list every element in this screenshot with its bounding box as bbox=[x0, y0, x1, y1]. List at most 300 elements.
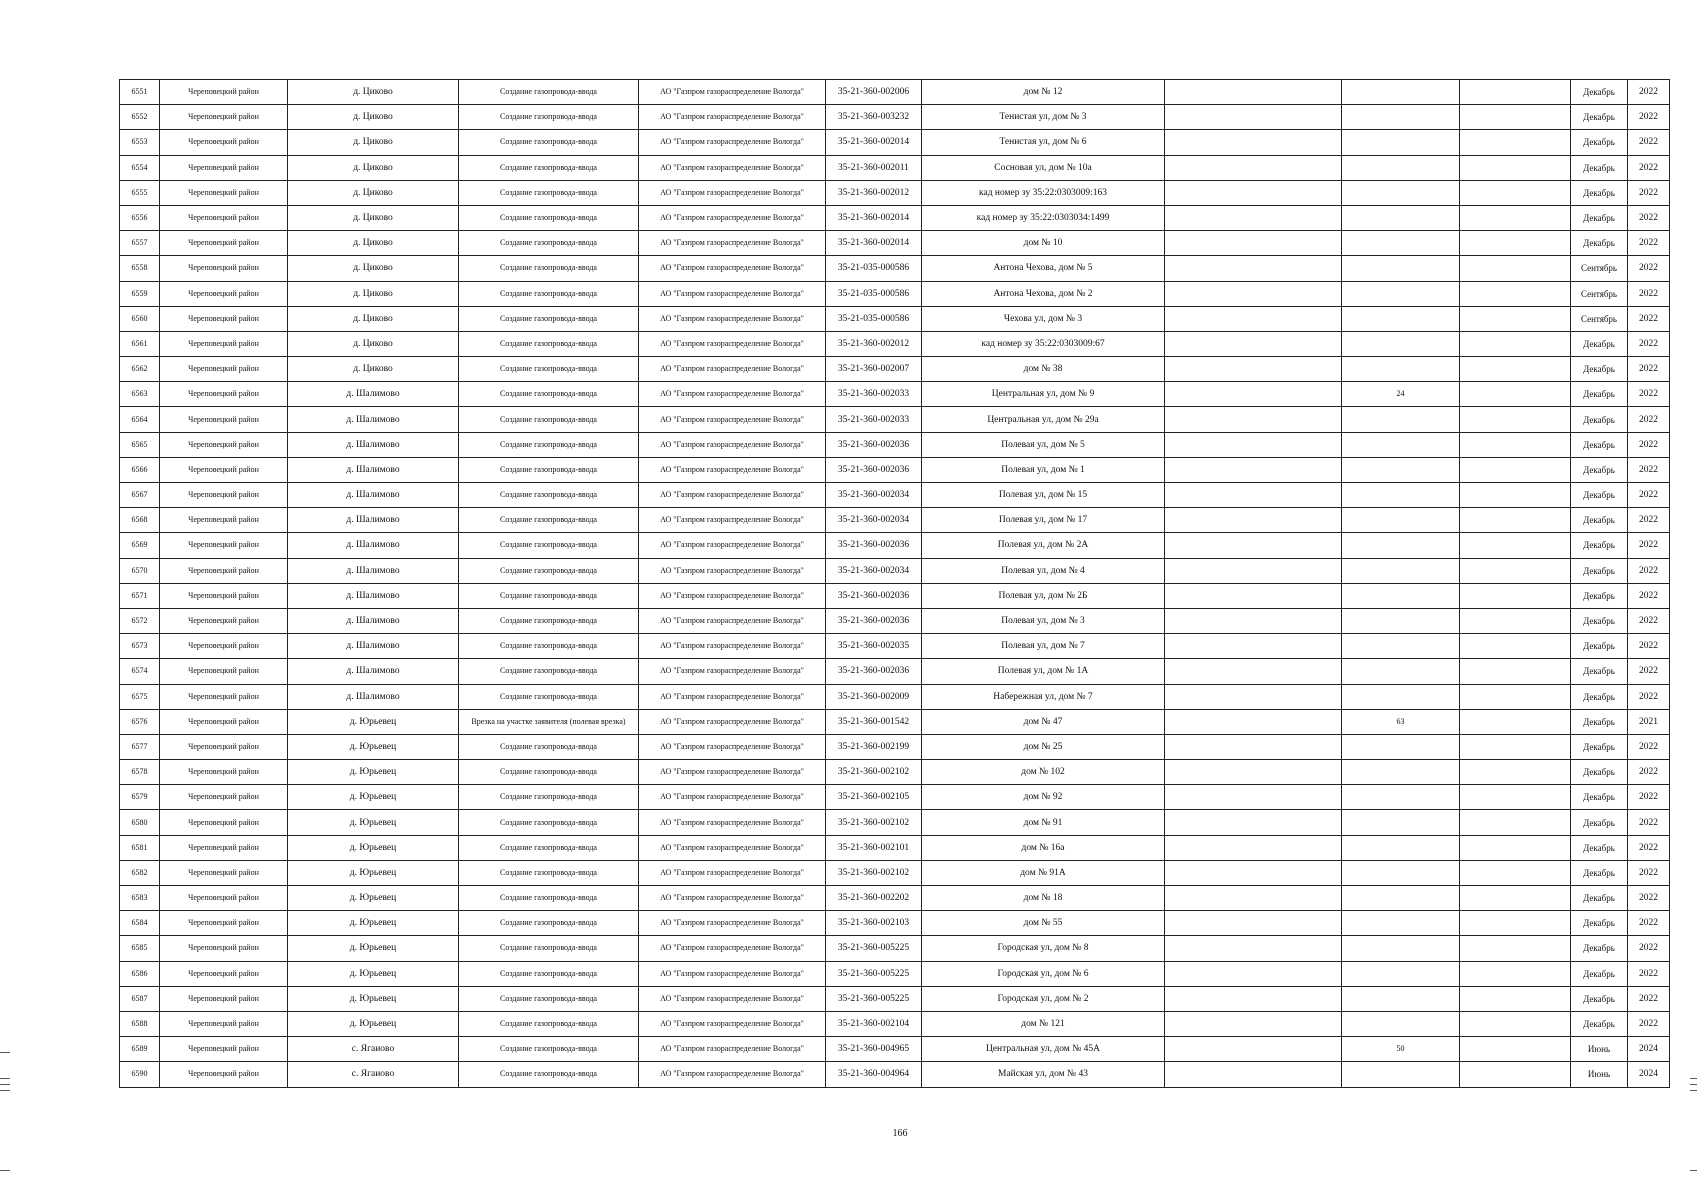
object-code-cell: 35-21-360-004964 bbox=[826, 1062, 922, 1087]
month-cell: Сентябрь bbox=[1571, 256, 1628, 281]
row-number: 6571 bbox=[120, 583, 160, 608]
blank-cell bbox=[1165, 608, 1342, 633]
blank-cell bbox=[1165, 810, 1342, 835]
district-cell: Череповецкий район bbox=[160, 306, 288, 331]
month-cell: Декабрь bbox=[1571, 382, 1628, 407]
table-row bbox=[120, 709, 1670, 734]
organization-cell: АО "Газпром газораспределение Вологда" bbox=[639, 608, 826, 633]
row-number: 6578 bbox=[120, 760, 160, 785]
row-number: 6580 bbox=[120, 810, 160, 835]
work-type-cell: Создание газопровода-ввода bbox=[459, 760, 639, 785]
value-cell: 24 bbox=[1342, 382, 1460, 407]
locality-cell: д. Шалимово bbox=[288, 659, 459, 684]
locality-cell: д. Циково bbox=[288, 155, 459, 180]
blank-cell bbox=[1460, 886, 1571, 911]
object-code-cell: 35-21-360-002102 bbox=[826, 810, 922, 835]
year-cell: 2022 bbox=[1628, 457, 1670, 482]
organization-cell: АО "Газпром газораспределение Вологда" bbox=[639, 357, 826, 382]
blank-cell bbox=[1460, 860, 1571, 885]
address-cell: Центральная ул, дом № 45А bbox=[922, 1037, 1165, 1062]
organization-cell: АО "Газпром газораспределение Вологда" bbox=[639, 508, 826, 533]
object-code-cell: 35-21-360-002034 bbox=[826, 508, 922, 533]
organization-cell: АО "Газпром газораспределение Вологда" bbox=[639, 155, 826, 180]
row-number: 6589 bbox=[120, 1037, 160, 1062]
address-cell: Городская ул, дом № 8 bbox=[922, 936, 1165, 961]
district-cell: Череповецкий район bbox=[160, 835, 288, 860]
value-cell bbox=[1342, 734, 1460, 759]
table-row bbox=[120, 785, 1670, 810]
margin-mark bbox=[0, 1084, 10, 1085]
work-type-cell: Создание газопровода-ввода bbox=[459, 180, 639, 205]
organization-cell: АО "Газпром газораспределение Вологда" bbox=[639, 709, 826, 734]
organization-cell: АО "Газпром газораспределение Вологда" bbox=[639, 432, 826, 457]
table-row bbox=[120, 961, 1670, 986]
work-type-cell: Врезка на участке заявителя (полевая врезка) bbox=[459, 709, 639, 734]
month-cell: Декабрь bbox=[1571, 709, 1628, 734]
year-cell: 2022 bbox=[1628, 407, 1670, 432]
work-type-cell: Создание газопровода-ввода bbox=[459, 734, 639, 759]
blank-cell bbox=[1165, 760, 1342, 785]
value-cell bbox=[1342, 911, 1460, 936]
year-cell: 2022 bbox=[1628, 860, 1670, 885]
table-row bbox=[120, 180, 1670, 205]
object-code-cell: 35-21-360-002034 bbox=[826, 558, 922, 583]
object-code-cell: 35-21-360-004965 bbox=[826, 1037, 922, 1062]
district-cell: Череповецкий район bbox=[160, 256, 288, 281]
table-row bbox=[120, 331, 1670, 356]
row-number: 6559 bbox=[120, 281, 160, 306]
table-row bbox=[120, 231, 1670, 256]
object-code-cell: 35-21-360-002012 bbox=[826, 180, 922, 205]
value-cell bbox=[1342, 80, 1460, 105]
month-cell: Декабрь bbox=[1571, 760, 1628, 785]
table-row bbox=[120, 936, 1670, 961]
organization-cell: АО "Газпром газораспределение Вологда" bbox=[639, 80, 826, 105]
work-type-cell: Создание газопровода-ввода bbox=[459, 659, 639, 684]
district-cell: Череповецкий район bbox=[160, 533, 288, 558]
margin-mark bbox=[1690, 1170, 1697, 1171]
organization-cell: АО "Газпром газораспределение Вологда" bbox=[639, 533, 826, 558]
value-cell bbox=[1342, 457, 1460, 482]
address-cell: кад номер зу 35:22:0303009:67 bbox=[922, 331, 1165, 356]
row-number: 6586 bbox=[120, 961, 160, 986]
district-cell: Череповецкий район bbox=[160, 911, 288, 936]
year-cell: 2022 bbox=[1628, 558, 1670, 583]
value-cell bbox=[1342, 583, 1460, 608]
work-type-cell: Создание газопровода-ввода bbox=[459, 80, 639, 105]
locality-cell: д. Шалимово bbox=[288, 407, 459, 432]
row-number: 6552 bbox=[120, 105, 160, 130]
work-type-cell: Создание газопровода-ввода bbox=[459, 231, 639, 256]
month-cell: Декабрь bbox=[1571, 558, 1628, 583]
value-cell bbox=[1342, 533, 1460, 558]
row-number: 6584 bbox=[120, 911, 160, 936]
blank-cell bbox=[1460, 205, 1571, 230]
row-number: 6554 bbox=[120, 155, 160, 180]
locality-cell: д. Юрьевец bbox=[288, 734, 459, 759]
blank-cell bbox=[1460, 105, 1571, 130]
month-cell: Декабрь bbox=[1571, 483, 1628, 508]
address-cell: Полевая ул, дом № 7 bbox=[922, 634, 1165, 659]
value-cell bbox=[1342, 1062, 1460, 1087]
blank-cell bbox=[1165, 533, 1342, 558]
district-cell: Череповецкий район bbox=[160, 1062, 288, 1087]
locality-cell: д. Шалимово bbox=[288, 382, 459, 407]
address-cell: Чехова ул, дом № 3 bbox=[922, 306, 1165, 331]
year-cell: 2022 bbox=[1628, 835, 1670, 860]
district-cell: Череповецкий район bbox=[160, 583, 288, 608]
organization-cell: АО "Газпром газораспределение Вологда" bbox=[639, 483, 826, 508]
address-cell: Городская ул, дом № 2 bbox=[922, 986, 1165, 1011]
address-cell: Сосновая ул, дом № 10а bbox=[922, 155, 1165, 180]
year-cell: 2022 bbox=[1628, 886, 1670, 911]
row-number: 6556 bbox=[120, 205, 160, 230]
object-code-cell: 35-21-360-002014 bbox=[826, 130, 922, 155]
month-cell: Декабрь bbox=[1571, 180, 1628, 205]
year-cell: 2022 bbox=[1628, 483, 1670, 508]
blank-cell bbox=[1460, 785, 1571, 810]
blank-cell bbox=[1460, 306, 1571, 331]
value-cell bbox=[1342, 105, 1460, 130]
address-cell: Майская ул, дом № 43 bbox=[922, 1062, 1165, 1087]
value-cell: 63 bbox=[1342, 709, 1460, 734]
row-number: 6573 bbox=[120, 634, 160, 659]
work-type-cell: Создание газопровода-ввода bbox=[459, 835, 639, 860]
year-cell: 2022 bbox=[1628, 659, 1670, 684]
table-row bbox=[120, 608, 1670, 633]
address-cell: Полевая ул, дом № 17 bbox=[922, 508, 1165, 533]
row-number: 6585 bbox=[120, 936, 160, 961]
blank-cell bbox=[1165, 281, 1342, 306]
row-number: 6568 bbox=[120, 508, 160, 533]
locality-cell: д. Циково bbox=[288, 205, 459, 230]
work-type-cell: Создание газопровода-ввода bbox=[459, 432, 639, 457]
year-cell: 2022 bbox=[1628, 205, 1670, 230]
organization-cell: АО "Газпром газораспределение Вологда" bbox=[639, 684, 826, 709]
district-cell: Череповецкий район bbox=[160, 760, 288, 785]
district-cell: Череповецкий район bbox=[160, 105, 288, 130]
blank-cell bbox=[1165, 180, 1342, 205]
object-code-cell: 35-21-360-002105 bbox=[826, 785, 922, 810]
value-cell bbox=[1342, 306, 1460, 331]
row-number: 6563 bbox=[120, 382, 160, 407]
address-cell: Центральная ул, дом № 29а bbox=[922, 407, 1165, 432]
organization-cell: АО "Газпром газораспределение Вологда" bbox=[639, 1037, 826, 1062]
year-cell: 2022 bbox=[1628, 810, 1670, 835]
locality-cell: д. Циково bbox=[288, 180, 459, 205]
value-cell bbox=[1342, 760, 1460, 785]
month-cell: Декабрь bbox=[1571, 357, 1628, 382]
year-cell: 2022 bbox=[1628, 331, 1670, 356]
blank-cell bbox=[1165, 205, 1342, 230]
table-row bbox=[120, 357, 1670, 382]
locality-cell: д. Юрьевец bbox=[288, 709, 459, 734]
locality-cell: д. Юрьевец bbox=[288, 886, 459, 911]
object-code-cell: 35-21-360-002034 bbox=[826, 483, 922, 508]
district-cell: Череповецкий район bbox=[160, 508, 288, 533]
month-cell: Декабрь bbox=[1571, 634, 1628, 659]
work-type-cell: Создание газопровода-ввода bbox=[459, 357, 639, 382]
work-type-cell: Создание газопровода-ввода bbox=[459, 810, 639, 835]
blank-cell bbox=[1460, 835, 1571, 860]
work-type-cell: Создание газопровода-ввода bbox=[459, 457, 639, 482]
year-cell: 2022 bbox=[1628, 684, 1670, 709]
blank-cell bbox=[1165, 80, 1342, 105]
blank-cell bbox=[1165, 709, 1342, 734]
month-cell: Сентябрь bbox=[1571, 281, 1628, 306]
table-row bbox=[120, 760, 1670, 785]
year-cell: 2022 bbox=[1628, 382, 1670, 407]
table-row bbox=[120, 1062, 1670, 1087]
row-number: 6582 bbox=[120, 860, 160, 885]
object-code-cell: 35-21-360-001542 bbox=[826, 709, 922, 734]
month-cell: Декабрь bbox=[1571, 1011, 1628, 1036]
year-cell: 2022 bbox=[1628, 508, 1670, 533]
value-cell bbox=[1342, 684, 1460, 709]
address-cell: Тенистая ул, дом № 6 bbox=[922, 130, 1165, 155]
year-cell: 2022 bbox=[1628, 306, 1670, 331]
work-type-cell: Создание газопровода-ввода bbox=[459, 306, 639, 331]
table-row bbox=[120, 130, 1670, 155]
gasification-schedule-table bbox=[119, 79, 1670, 1088]
blank-cell bbox=[1165, 986, 1342, 1011]
margin-mark bbox=[0, 1090, 10, 1091]
organization-cell: АО "Газпром газораспределение Вологда" bbox=[639, 407, 826, 432]
year-cell: 2022 bbox=[1628, 1011, 1670, 1036]
month-cell: Декабрь bbox=[1571, 734, 1628, 759]
locality-cell: д. Шалимово bbox=[288, 558, 459, 583]
district-cell: Череповецкий район bbox=[160, 709, 288, 734]
organization-cell: АО "Газпром газораспределение Вологда" bbox=[639, 130, 826, 155]
locality-cell: д. Юрьевец bbox=[288, 810, 459, 835]
address-cell: дом № 102 bbox=[922, 760, 1165, 785]
address-cell: дом № 55 bbox=[922, 911, 1165, 936]
locality-cell: с. Ягаиово bbox=[288, 1037, 459, 1062]
table-row bbox=[120, 558, 1670, 583]
month-cell: Декабрь bbox=[1571, 860, 1628, 885]
district-cell: Череповецкий район bbox=[160, 1011, 288, 1036]
blank-cell bbox=[1460, 936, 1571, 961]
year-cell: 2022 bbox=[1628, 760, 1670, 785]
blank-cell bbox=[1165, 1037, 1342, 1062]
month-cell: Декабрь bbox=[1571, 684, 1628, 709]
address-cell: Центральная ул, дом № 9 bbox=[922, 382, 1165, 407]
blank-cell bbox=[1460, 1062, 1571, 1087]
month-cell: Декабрь bbox=[1571, 407, 1628, 432]
month-cell: Декабрь bbox=[1571, 961, 1628, 986]
district-cell: Череповецкий район bbox=[160, 331, 288, 356]
row-number: 6577 bbox=[120, 734, 160, 759]
blank-cell bbox=[1165, 911, 1342, 936]
value-cell bbox=[1342, 281, 1460, 306]
row-number: 6551 bbox=[120, 80, 160, 105]
month-cell: Декабрь bbox=[1571, 231, 1628, 256]
object-code-cell: 35-21-360-003232 bbox=[826, 105, 922, 130]
organization-cell: АО "Газпром газораспределение Вологда" bbox=[639, 281, 826, 306]
work-type-cell: Создание газопровода-ввода bbox=[459, 281, 639, 306]
table-row bbox=[120, 583, 1670, 608]
work-type-cell: Создание газопровода-ввода bbox=[459, 558, 639, 583]
year-cell: 2022 bbox=[1628, 256, 1670, 281]
district-cell: Череповецкий район bbox=[160, 810, 288, 835]
row-number: 6583 bbox=[120, 886, 160, 911]
district-cell: Череповецкий район bbox=[160, 986, 288, 1011]
blank-cell bbox=[1165, 130, 1342, 155]
district-cell: Череповецкий район bbox=[160, 734, 288, 759]
blank-cell bbox=[1460, 231, 1571, 256]
blank-cell bbox=[1165, 634, 1342, 659]
object-code-cell: 35-21-360-002036 bbox=[826, 659, 922, 684]
address-cell: дом № 121 bbox=[922, 1011, 1165, 1036]
locality-cell: с. Ягаиово bbox=[288, 1062, 459, 1087]
locality-cell: д. Шалимово bbox=[288, 583, 459, 608]
table-row bbox=[120, 659, 1670, 684]
address-cell: дом № 25 bbox=[922, 734, 1165, 759]
object-code-cell: 35-21-360-002101 bbox=[826, 835, 922, 860]
year-cell: 2022 bbox=[1628, 80, 1670, 105]
address-cell: дом № 47 bbox=[922, 709, 1165, 734]
object-code-cell: 35-21-360-002011 bbox=[826, 155, 922, 180]
district-cell: Череповецкий район bbox=[160, 886, 288, 911]
blank-cell bbox=[1460, 432, 1571, 457]
object-code-cell: 35-21-360-002104 bbox=[826, 1011, 922, 1036]
value-cell bbox=[1342, 483, 1460, 508]
blank-cell bbox=[1165, 558, 1342, 583]
organization-cell: АО "Газпром газораспределение Вологда" bbox=[639, 659, 826, 684]
value-cell bbox=[1342, 886, 1460, 911]
year-cell: 2022 bbox=[1628, 785, 1670, 810]
table-row bbox=[120, 835, 1670, 860]
year-cell: 2022 bbox=[1628, 231, 1670, 256]
table-row bbox=[120, 860, 1670, 885]
margin-mark bbox=[1690, 1084, 1697, 1085]
row-number: 6588 bbox=[120, 1011, 160, 1036]
district-cell: Череповецкий район bbox=[160, 659, 288, 684]
row-number: 6574 bbox=[120, 659, 160, 684]
work-type-cell: Создание газопровода-ввода bbox=[459, 1062, 639, 1087]
row-number: 6575 bbox=[120, 684, 160, 709]
object-code-cell: 35-21-360-002202 bbox=[826, 886, 922, 911]
blank-cell bbox=[1460, 961, 1571, 986]
blank-cell bbox=[1165, 886, 1342, 911]
blank-cell bbox=[1165, 105, 1342, 130]
blank-cell bbox=[1165, 256, 1342, 281]
address-cell: дом № 12 bbox=[922, 80, 1165, 105]
month-cell: Декабрь bbox=[1571, 810, 1628, 835]
locality-cell: д. Циково bbox=[288, 281, 459, 306]
row-number: 6562 bbox=[120, 357, 160, 382]
table-row bbox=[120, 886, 1670, 911]
work-type-cell: Создание газопровода-ввода bbox=[459, 483, 639, 508]
object-code-cell: 35-21-360-002036 bbox=[826, 533, 922, 558]
organization-cell: АО "Газпром газораспределение Вологда" bbox=[639, 382, 826, 407]
table-row bbox=[120, 256, 1670, 281]
year-cell: 2022 bbox=[1628, 936, 1670, 961]
year-cell: 2024 bbox=[1628, 1062, 1670, 1087]
blank-cell bbox=[1460, 659, 1571, 684]
blank-cell bbox=[1460, 533, 1571, 558]
locality-cell: д. Шалимово bbox=[288, 432, 459, 457]
organization-cell: АО "Газпром газораспределение Вологда" bbox=[639, 886, 826, 911]
row-number: 6590 bbox=[120, 1062, 160, 1087]
value-cell bbox=[1342, 810, 1460, 835]
object-code-cell: 35-21-360-002036 bbox=[826, 457, 922, 482]
row-number: 6581 bbox=[120, 835, 160, 860]
object-code-cell: 35-21-360-002006 bbox=[826, 80, 922, 105]
year-cell: 2022 bbox=[1628, 155, 1670, 180]
blank-cell bbox=[1460, 155, 1571, 180]
address-cell: дом № 38 bbox=[922, 357, 1165, 382]
margin-mark bbox=[1690, 1090, 1697, 1091]
locality-cell: д. Юрьевец bbox=[288, 961, 459, 986]
organization-cell: АО "Газпром газораспределение Вологда" bbox=[639, 583, 826, 608]
object-code-cell: 35-21-360-002102 bbox=[826, 860, 922, 885]
address-cell: Полевая ул, дом № 4 bbox=[922, 558, 1165, 583]
value-cell bbox=[1342, 986, 1460, 1011]
value-cell bbox=[1342, 508, 1460, 533]
organization-cell: АО "Газпром газораспределение Вологда" bbox=[639, 306, 826, 331]
year-cell: 2022 bbox=[1628, 281, 1670, 306]
value-cell bbox=[1342, 231, 1460, 256]
object-code-cell: 35-21-360-002035 bbox=[826, 634, 922, 659]
district-cell: Череповецкий район bbox=[160, 407, 288, 432]
work-type-cell: Создание газопровода-ввода bbox=[459, 886, 639, 911]
object-code-cell: 35-21-035-000586 bbox=[826, 256, 922, 281]
margin-mark bbox=[0, 1052, 10, 1053]
blank-cell bbox=[1165, 961, 1342, 986]
blank-cell bbox=[1165, 432, 1342, 457]
value-cell bbox=[1342, 407, 1460, 432]
object-code-cell: 35-21-035-000586 bbox=[826, 281, 922, 306]
blank-cell bbox=[1165, 659, 1342, 684]
blank-cell bbox=[1165, 382, 1342, 407]
address-cell: дом № 10 bbox=[922, 231, 1165, 256]
locality-cell: д. Юрьевец bbox=[288, 785, 459, 810]
work-type-cell: Создание газопровода-ввода bbox=[459, 860, 639, 885]
month-cell: Декабрь bbox=[1571, 105, 1628, 130]
table-row bbox=[120, 155, 1670, 180]
blank-cell bbox=[1165, 457, 1342, 482]
organization-cell: АО "Газпром газораспределение Вологда" bbox=[639, 105, 826, 130]
blank-cell bbox=[1165, 331, 1342, 356]
locality-cell: д. Циково bbox=[288, 357, 459, 382]
blank-cell bbox=[1460, 483, 1571, 508]
value-cell bbox=[1342, 1011, 1460, 1036]
month-cell: Июнь bbox=[1571, 1062, 1628, 1087]
table-row bbox=[120, 986, 1670, 1011]
blank-cell bbox=[1165, 734, 1342, 759]
work-type-cell: Создание газопровода-ввода bbox=[459, 533, 639, 558]
organization-cell: АО "Газпром газораспределение Вологда" bbox=[639, 961, 826, 986]
blank-cell bbox=[1165, 1011, 1342, 1036]
work-type-cell: Создание газопровода-ввода bbox=[459, 986, 639, 1011]
locality-cell: д. Циково bbox=[288, 331, 459, 356]
address-cell: Полевая ул, дом № 3 bbox=[922, 608, 1165, 633]
table-row bbox=[120, 1011, 1670, 1036]
district-cell: Череповецкий район bbox=[160, 432, 288, 457]
blank-cell bbox=[1165, 306, 1342, 331]
district-cell: Череповецкий район bbox=[160, 634, 288, 659]
table-row bbox=[120, 306, 1670, 331]
district-cell: Череповецкий район bbox=[160, 357, 288, 382]
row-number: 6576 bbox=[120, 709, 160, 734]
blank-cell bbox=[1165, 583, 1342, 608]
margin-mark bbox=[1690, 1078, 1697, 1079]
value-cell bbox=[1342, 155, 1460, 180]
organization-cell: АО "Газпром газораспределение Вологда" bbox=[639, 558, 826, 583]
object-code-cell: 35-21-360-005225 bbox=[826, 961, 922, 986]
blank-cell bbox=[1165, 936, 1342, 961]
